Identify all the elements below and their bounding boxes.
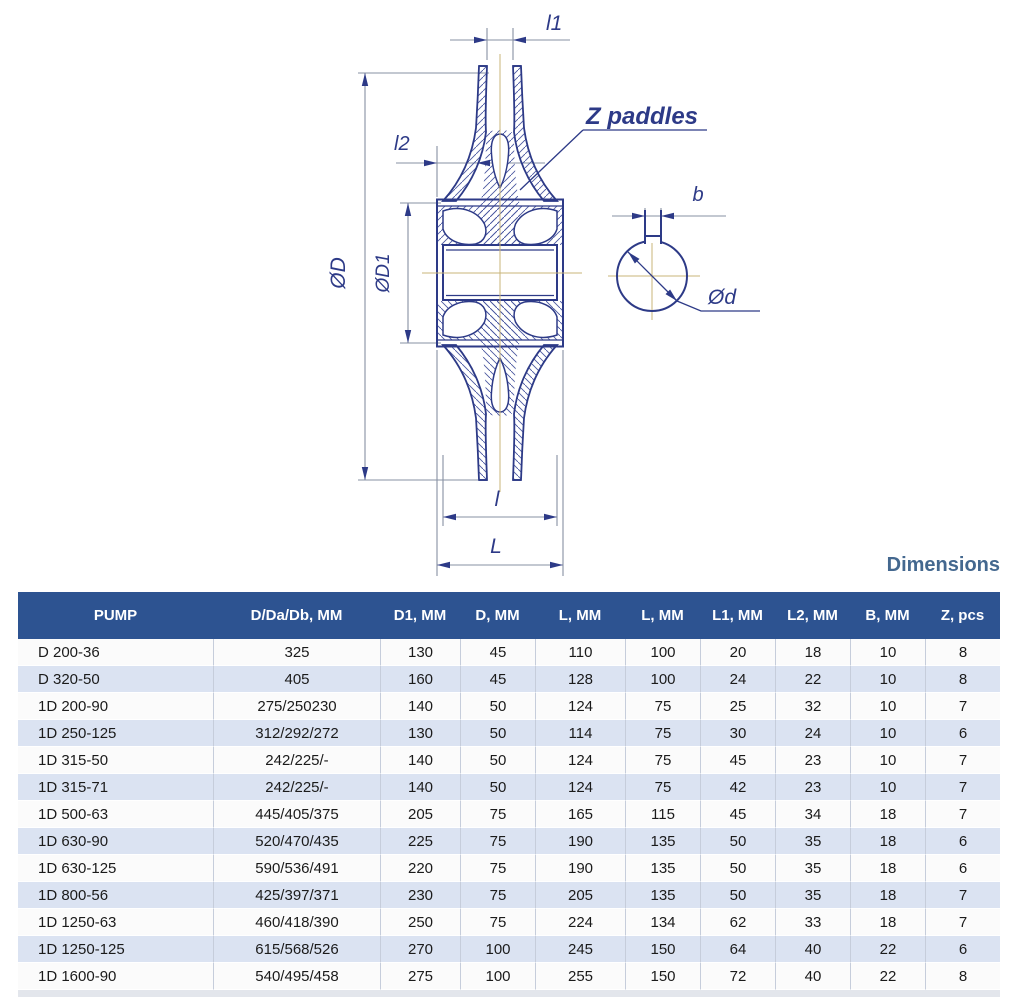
table-cell: 50 [700,882,775,909]
table-row [18,774,1000,801]
table-cell: 114 [535,720,625,747]
table-cell: 1D 630-125 [18,855,213,882]
table-cell: 1D 200-90 [18,693,213,720]
table-row [18,747,1000,774]
table-cell: 50 [460,693,535,720]
table-cell: 1D 1250-125 [18,936,213,963]
table-cell: 140 [380,693,460,720]
table-cell: 7 [925,774,1000,801]
table-cell: 165 [535,801,625,828]
column-header: L1, MM [700,592,775,639]
table-cell: 24 [700,666,775,693]
table-cell: 45 [700,747,775,774]
label-l2: l2 [394,133,410,155]
table-cell: 275/250230 [213,693,380,720]
table-cell: 445/405/375 [213,801,380,828]
label-b: b [692,184,704,206]
table-cell: 1D 630-90 [18,828,213,855]
table-cell: 40 [775,963,850,990]
table-cell: 8 [925,963,1000,990]
table-cell: 135 [625,828,700,855]
table-row [18,693,1000,720]
table-cell: 135 [625,855,700,882]
table-cell: 18 [850,882,925,909]
table-cell: 242/225/- [213,774,380,801]
table-cell: 50 [700,828,775,855]
table-cell: 75 [625,720,700,747]
table-cell: 540/495/458 [213,963,380,990]
table-cell: 75 [625,747,700,774]
table-cell: 72 [700,963,775,990]
table-cell: 1D 1250-63 [18,909,213,936]
table-cell: 18 [850,801,925,828]
table-cell: 205 [380,801,460,828]
table-cell: 45 [460,666,535,693]
table-cell: 150 [625,963,700,990]
table-row [18,855,1000,882]
table-cell: 23 [775,774,850,801]
shaft-bore-detail [617,210,760,311]
table-cell: 75 [460,828,535,855]
table-cell: 22 [850,936,925,963]
table-cell: 100 [460,963,535,990]
table-cell: 590/536/491 [213,855,380,882]
table-cell: 23 [775,747,850,774]
table-row [18,909,1000,936]
z-paddles-leader [520,130,707,190]
table-cell: 8 [925,639,1000,666]
label-l-outer: L [490,535,502,558]
table-cell: 405 [213,666,380,693]
table-cell: 220 [380,855,460,882]
table-cell: 7 [925,693,1000,720]
table-cell: 75 [460,882,535,909]
table-cell: 18 [775,639,850,666]
table-cell: 1D 315-50 [18,747,213,774]
table-cell: 6 [925,936,1000,963]
table-cell: 22 [775,666,850,693]
table-cell: 35 [775,828,850,855]
label-z-paddles: Z paddles [586,103,699,130]
table-cell: 460/418/390 [213,909,380,936]
table-cell: 1D 1600-90 [18,963,213,990]
table-cell: 10 [850,774,925,801]
table-cell: 34 [775,801,850,828]
label-l-inner: l [494,488,500,511]
table-cell: 75 [460,801,535,828]
table-row [18,720,1000,747]
table-row [18,801,1000,828]
table-row [18,882,1000,909]
table-cell: 255 [535,963,625,990]
table-row [18,666,1000,693]
table-cell: 224 [535,909,625,936]
table-cell: 50 [700,855,775,882]
label-l1: l1 [546,12,563,35]
table-cell: 100 [625,639,700,666]
table-cell: 62 [700,909,775,936]
table-cell: 124 [535,747,625,774]
table-cell: 50 [460,774,535,801]
table-cell: 6 [925,828,1000,855]
table-cell: 6 [925,855,1000,882]
table-cell: 615/568/526 [213,936,380,963]
table-cell: 110 [535,639,625,666]
table-cell: 242/225/- [213,747,380,774]
table-cell: 520/470/435 [213,828,380,855]
table-cell: 275 [380,963,460,990]
table-row [18,963,1000,990]
table-cell: 1D 500-63 [18,801,213,828]
table-cell: 50 [460,747,535,774]
table-cell: 140 [380,747,460,774]
table-cell: 124 [535,693,625,720]
table-cell: 18 [850,855,925,882]
table-cell: 10 [850,720,925,747]
label-shaft-diameter: Ød [707,286,737,309]
table-cell: 64 [700,936,775,963]
table-cell: 1D 800-56 [18,882,213,909]
table-cell: 190 [535,855,625,882]
table-cell: 124 [535,774,625,801]
table-row [18,828,1000,855]
label-outer-diameter: ØD [327,257,350,289]
column-header: PUMP [18,592,213,639]
table-cell: D 200-36 [18,639,213,666]
dimensions-title: Dimensions [886,554,1000,576]
table-cell: 128 [535,666,625,693]
table-body [18,639,1000,990]
table-cell: 10 [850,747,925,774]
table-cell: 135 [625,882,700,909]
column-header: Z, pcs [925,592,1000,639]
table-cell: 32 [775,693,850,720]
table-cell: 10 [850,693,925,720]
table-cell: 1D 250-125 [18,720,213,747]
table-cell: 250 [380,909,460,936]
table-cell: 130 [380,639,460,666]
table-cell: 425/397/371 [213,882,380,909]
table-cell: 30 [700,720,775,747]
table-cell: 75 [625,774,700,801]
column-header: D/Da/Db, MM [213,592,380,639]
table-cell: 312/292/272 [213,720,380,747]
table-cell: 24 [775,720,850,747]
table-cell: 35 [775,882,850,909]
table-cell: 134 [625,909,700,936]
table-cell: D 320-50 [18,666,213,693]
table-cell: 45 [460,639,535,666]
column-header: L, MM [625,592,700,639]
table-cell: 205 [535,882,625,909]
table-cell: 33 [775,909,850,936]
table-row [18,936,1000,963]
table-cell: 160 [380,666,460,693]
column-header: D1, MM [380,592,460,639]
table-cell: 50 [460,720,535,747]
table-cell: 100 [625,666,700,693]
table-cell: 25 [700,693,775,720]
table-cell: 22 [850,963,925,990]
table-cell: 190 [535,828,625,855]
table-cell: 20 [700,639,775,666]
table-cell: 150 [625,936,700,963]
table-cell: 10 [850,666,925,693]
table-cell: 225 [380,828,460,855]
table-cell: 18 [850,828,925,855]
table-row [18,639,1000,666]
table-head [18,592,1000,639]
label-d1-diameter: ØD1 [373,253,394,293]
table-cell: 100 [460,936,535,963]
table-cell: 7 [925,909,1000,936]
table-cell: 230 [380,882,460,909]
table-cell: 45 [700,801,775,828]
table-bottom-strip [18,990,1000,997]
table-cell: 6 [925,720,1000,747]
table-cell: 270 [380,936,460,963]
table-cell: 75 [460,855,535,882]
table-cell: 75 [460,909,535,936]
table-cell: 140 [380,774,460,801]
table-header-row [18,592,1000,639]
table-cell: 75 [625,693,700,720]
table-cell: 7 [925,747,1000,774]
table-cell: 130 [380,720,460,747]
dimensions-table [18,592,1000,990]
table-cell: 325 [213,639,380,666]
column-header: D, MM [460,592,535,639]
table-cell: 35 [775,855,850,882]
column-header: L2, MM [775,592,850,639]
table-cell: 7 [925,882,1000,909]
table-cell: 245 [535,936,625,963]
column-header: B, MM [850,592,925,639]
table-cell: 10 [850,639,925,666]
table-cell: 7 [925,801,1000,828]
table-cell: 18 [850,909,925,936]
table-cell: 42 [700,774,775,801]
table-cell: 40 [775,936,850,963]
table-cell: 1D 315-71 [18,774,213,801]
column-header: L, MM [535,592,625,639]
table-cell: 8 [925,666,1000,693]
table-cell: 115 [625,801,700,828]
